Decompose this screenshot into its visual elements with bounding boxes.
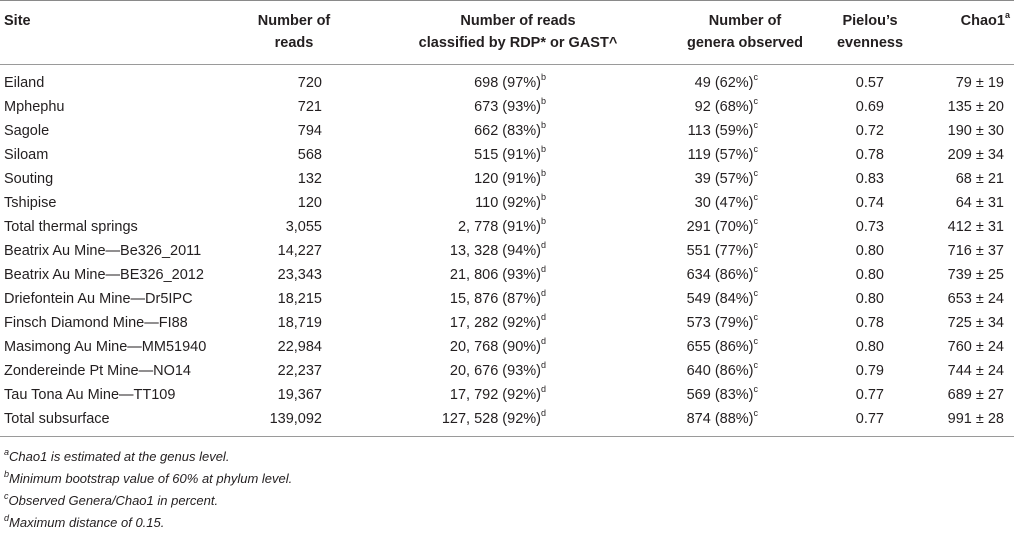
header-number-of-reads: Number of reads bbox=[257, 13, 331, 51]
cell-pielou-evenness: 0.78 bbox=[855, 315, 884, 331]
footnote-mark: b bbox=[540, 72, 546, 83]
cell-reads-classified: 662 $(83\%)^b$ bbox=[474, 120, 546, 139]
cell-site: Siloam bbox=[4, 147, 49, 163]
footnote-mark: b bbox=[540, 144, 546, 155]
cell-pielou-evenness: 0.79 bbox=[855, 363, 884, 379]
cell-pielou-evenness: 0.80 bbox=[855, 243, 884, 259]
cell-number-of-reads: 23,343 bbox=[277, 267, 322, 283]
cell-number-of-reads: 22,984 bbox=[277, 339, 322, 355]
cell-chao1: 725 ± 34 bbox=[947, 315, 1004, 331]
header-genera-observed: Number of genera observed bbox=[686, 13, 804, 51]
header-chao1-footnote-mark: a bbox=[1004, 10, 1010, 21]
footnote-mark: c bbox=[753, 384, 758, 395]
cell-number-of-reads: 18,215 bbox=[277, 291, 322, 307]
cell-genera-observed: 573 $(79\%)^c$ bbox=[686, 312, 758, 331]
cell-chao1: 190 ± 30 bbox=[947, 123, 1004, 139]
cell-site: Masimong Au Mine—MM51940 bbox=[4, 339, 207, 355]
footnote-mark: c bbox=[753, 192, 758, 203]
table-row bbox=[0, 311, 1014, 335]
footnote-mark: b bbox=[4, 468, 10, 479]
cell-reads-classified: 17, 282 $(92\%)^d$ bbox=[449, 312, 546, 331]
cell-genera-observed: 92 $(68\%)^c$ bbox=[694, 96, 758, 115]
cell-chao1: 68 ± 21 bbox=[955, 171, 1004, 187]
cell-reads-classified: 17, 792 $(92\%)^d$ bbox=[449, 384, 546, 403]
cell-reads-classified: 20, 768 $(90\%)^d$ bbox=[449, 336, 546, 355]
footnote-mark: b bbox=[540, 192, 546, 203]
footnote-mark: d bbox=[540, 288, 546, 299]
cell-pielou-evenness: 0.77 bbox=[855, 411, 884, 427]
footnote-mark: d bbox=[4, 512, 10, 523]
cell-reads-classified: 673 $(93\%)^b$ bbox=[474, 96, 546, 115]
cell-pielou-evenness: 0.73 bbox=[855, 219, 884, 235]
cell-genera-observed: 634 $(86\%)^c$ bbox=[686, 264, 758, 283]
table-row bbox=[0, 287, 1014, 311]
footnote bbox=[4, 512, 292, 534]
cell-number-of-reads: 3,055 bbox=[285, 219, 322, 235]
cell-pielou-evenness: 0.57 bbox=[855, 75, 884, 91]
cell-chao1: 760 ± 24 bbox=[947, 339, 1004, 355]
cell-reads-classified: 127, 528 $(92\%)^d$ bbox=[441, 408, 546, 427]
footnote-mark: b bbox=[540, 96, 546, 107]
footnote-mark: d bbox=[540, 360, 546, 371]
table-row bbox=[0, 407, 1014, 431]
cell-reads-classified: 13, 328 $(94\%)^d$ bbox=[449, 240, 546, 259]
cell-site: Beatrix Au Mine—Be326_2011 bbox=[4, 243, 202, 259]
table-row bbox=[0, 143, 1014, 167]
cell-chao1: 412 ± 31 bbox=[947, 219, 1004, 235]
cell-genera-observed: 119 $(57\%)^c$ bbox=[687, 144, 758, 163]
footnote-mark: c bbox=[753, 96, 758, 107]
cell-pielou-evenness: 0.80 bbox=[855, 291, 884, 307]
cell-genera-observed: 49 $(62\%)^c$ bbox=[694, 72, 758, 91]
footnote-mark: c bbox=[753, 288, 758, 299]
footnote-mark: c bbox=[753, 408, 758, 419]
cell-site: Driefontein Au Mine—Dr5IPC bbox=[4, 291, 193, 307]
footnote-mark: a bbox=[4, 446, 10, 457]
cell-chao1: 744 ± 24 bbox=[947, 363, 1004, 379]
footnote-mark: c bbox=[753, 360, 758, 371]
table-body bbox=[0, 71, 1014, 431]
footnote-mark: d bbox=[540, 408, 546, 419]
cell-reads-classified: 120 $(91\%)^b$ bbox=[474, 168, 546, 187]
cell-site: Tshipise bbox=[4, 195, 57, 211]
cell-genera-observed: 640 $(86\%)^c$ bbox=[686, 360, 758, 379]
header-reads-classified: Number of reads classified by RDP* or GAST^ bbox=[418, 13, 618, 51]
cell-chao1: 739 ± 25 bbox=[947, 267, 1004, 283]
cell-site: Beatrix Au Mine—BE326_2012 bbox=[4, 267, 204, 283]
table-row bbox=[0, 71, 1014, 95]
table-top-rule bbox=[0, 0, 1014, 1]
table-row bbox=[0, 119, 1014, 143]
cell-chao1: 79 ± 19 bbox=[955, 75, 1004, 91]
table-bottom-rule bbox=[0, 436, 1014, 437]
footnote bbox=[4, 446, 292, 468]
cell-reads-classified: 110 $(92\%)^b$ bbox=[475, 192, 546, 211]
header-site: Site bbox=[4, 13, 31, 29]
cell-number-of-reads: 720 bbox=[297, 75, 322, 91]
table-row bbox=[0, 383, 1014, 407]
footnote-text: Minimum bootstrap value of 60% at phylum level. bbox=[9, 471, 293, 486]
table-row bbox=[0, 239, 1014, 263]
cell-pielou-evenness: 0.72 bbox=[855, 123, 884, 139]
footnote-mark: c bbox=[753, 168, 758, 179]
footnote-mark: d bbox=[540, 312, 546, 323]
header-chao1: Chao1$^a$ bbox=[960, 10, 1010, 29]
cell-genera-observed: 30 $(47\%)^c$ bbox=[694, 192, 758, 211]
cell-site: Eiland bbox=[4, 75, 45, 91]
cell-number-of-reads: 139,092 bbox=[269, 411, 322, 427]
cell-genera-observed: 551 $(77\%)^c$ bbox=[686, 240, 758, 259]
cell-genera-observed: 113 $(59\%)^c$ bbox=[687, 120, 758, 139]
cell-pielou-evenness: 0.83 bbox=[855, 171, 884, 187]
cell-genera-observed: 655 $(86\%)^c$ bbox=[686, 336, 758, 355]
cell-number-of-reads: 22,237 bbox=[277, 363, 322, 379]
cell-chao1: 991 ± 28 bbox=[947, 411, 1004, 427]
footnote-mark: b bbox=[540, 168, 546, 179]
cell-site: Souting bbox=[4, 171, 54, 187]
footnote-text: Chao1 is estimated at the genus level. bbox=[9, 449, 230, 464]
cell-genera-observed: 291 $(70\%)^c$ bbox=[686, 216, 758, 235]
cell-site: Total subsurface bbox=[4, 411, 110, 427]
cell-number-of-reads: 14,227 bbox=[277, 243, 322, 259]
footnote-mark: c bbox=[753, 144, 758, 155]
table-row bbox=[0, 215, 1014, 239]
cell-reads-classified: 698 $(97\%)^b$ bbox=[474, 72, 546, 91]
cell-pielou-evenness: 0.74 bbox=[855, 195, 884, 211]
footnote-mark: c bbox=[753, 120, 758, 131]
footnote-text: Maximum distance of 0.15. bbox=[9, 515, 165, 530]
footnote-mark: d bbox=[540, 336, 546, 347]
cell-chao1: 209 ± 34 bbox=[947, 147, 1004, 163]
footnote-mark: c bbox=[753, 264, 758, 275]
cell-number-of-reads: 120 bbox=[297, 195, 322, 211]
table-row bbox=[0, 359, 1014, 383]
cell-reads-classified: 15, 876 $(87\%)^d$ bbox=[449, 288, 546, 307]
cell-number-of-reads: 18,719 bbox=[277, 315, 322, 331]
cell-chao1: 689 ± 27 bbox=[947, 387, 1004, 403]
cell-site: Total thermal springs bbox=[4, 219, 138, 235]
cell-reads-classified: 515 $(91\%)^b$ bbox=[474, 144, 546, 163]
cell-reads-classified: 2, 778 $(91\%)^b$ bbox=[457, 216, 546, 235]
cell-number-of-reads: 568 bbox=[297, 147, 322, 163]
cell-chao1: 716 ± 37 bbox=[947, 243, 1004, 259]
footnote-mark: c bbox=[753, 240, 758, 251]
footnote bbox=[4, 490, 292, 512]
footnote-mark: c bbox=[753, 216, 758, 227]
cell-pielou-evenness: 0.69 bbox=[855, 99, 884, 115]
cell-number-of-reads: 794 bbox=[297, 123, 322, 139]
footnote-mark: d bbox=[540, 264, 546, 275]
table-footnotes bbox=[4, 446, 292, 534]
table-row bbox=[0, 95, 1014, 119]
cell-pielou-evenness: 0.80 bbox=[855, 339, 884, 355]
cell-pielou-evenness: 0.77 bbox=[855, 387, 884, 403]
cell-chao1: 653 ± 24 bbox=[947, 291, 1004, 307]
cell-genera-observed: 549 $(84\%)^c$ bbox=[686, 288, 758, 307]
cell-pielou-evenness: 0.80 bbox=[855, 267, 884, 283]
cell-genera-observed: 569 $(83\%)^c$ bbox=[686, 384, 758, 403]
footnote-mark: c bbox=[753, 312, 758, 323]
cell-reads-classified: 20, 676 $(93\%)^d$ bbox=[449, 360, 546, 379]
footnote-mark: c bbox=[4, 490, 9, 501]
footnote-mark: d bbox=[540, 384, 546, 395]
cell-site: Sagole bbox=[4, 123, 50, 139]
cell-site: Finsch Diamond Mine—FI88 bbox=[4, 315, 188, 331]
cell-chao1: 135 ± 20 bbox=[947, 99, 1004, 115]
footnote-text: Observed Genera/Chao1 in percent. bbox=[8, 493, 219, 508]
cell-genera-observed: 874 $(88\%)^c$ bbox=[686, 408, 758, 427]
cell-site: Mphephu bbox=[4, 99, 65, 115]
cell-number-of-reads: 132 bbox=[297, 171, 322, 187]
table-row bbox=[0, 191, 1014, 215]
cell-genera-observed: 39 $(57\%)^c$ bbox=[694, 168, 758, 187]
footnote-mark: b bbox=[540, 216, 546, 227]
cell-number-of-reads: 19,367 bbox=[277, 387, 322, 403]
footnote-mark: c bbox=[753, 336, 758, 347]
footnote-mark: c bbox=[753, 72, 758, 83]
table-row bbox=[0, 263, 1014, 287]
footnote-mark: b bbox=[540, 120, 546, 131]
cell-pielou-evenness: 0.78 bbox=[855, 147, 884, 163]
cell-site: Zondereinde Pt Mine—NO14 bbox=[4, 363, 191, 379]
footnote bbox=[4, 468, 292, 490]
header-rule bbox=[0, 64, 1014, 65]
cell-chao1: 64 ± 31 bbox=[955, 195, 1004, 211]
table-row bbox=[0, 335, 1014, 359]
cell-reads-classified: 21, 806 $(93\%)^d$ bbox=[449, 264, 546, 283]
table-row bbox=[0, 167, 1014, 191]
header-pielou-evenness: Pielou’s evenness bbox=[836, 13, 904, 51]
footnote-mark: d bbox=[540, 240, 546, 251]
cell-site: Tau Tona Au Mine—TT109 bbox=[4, 387, 176, 403]
cell-number-of-reads: 721 bbox=[297, 99, 322, 115]
